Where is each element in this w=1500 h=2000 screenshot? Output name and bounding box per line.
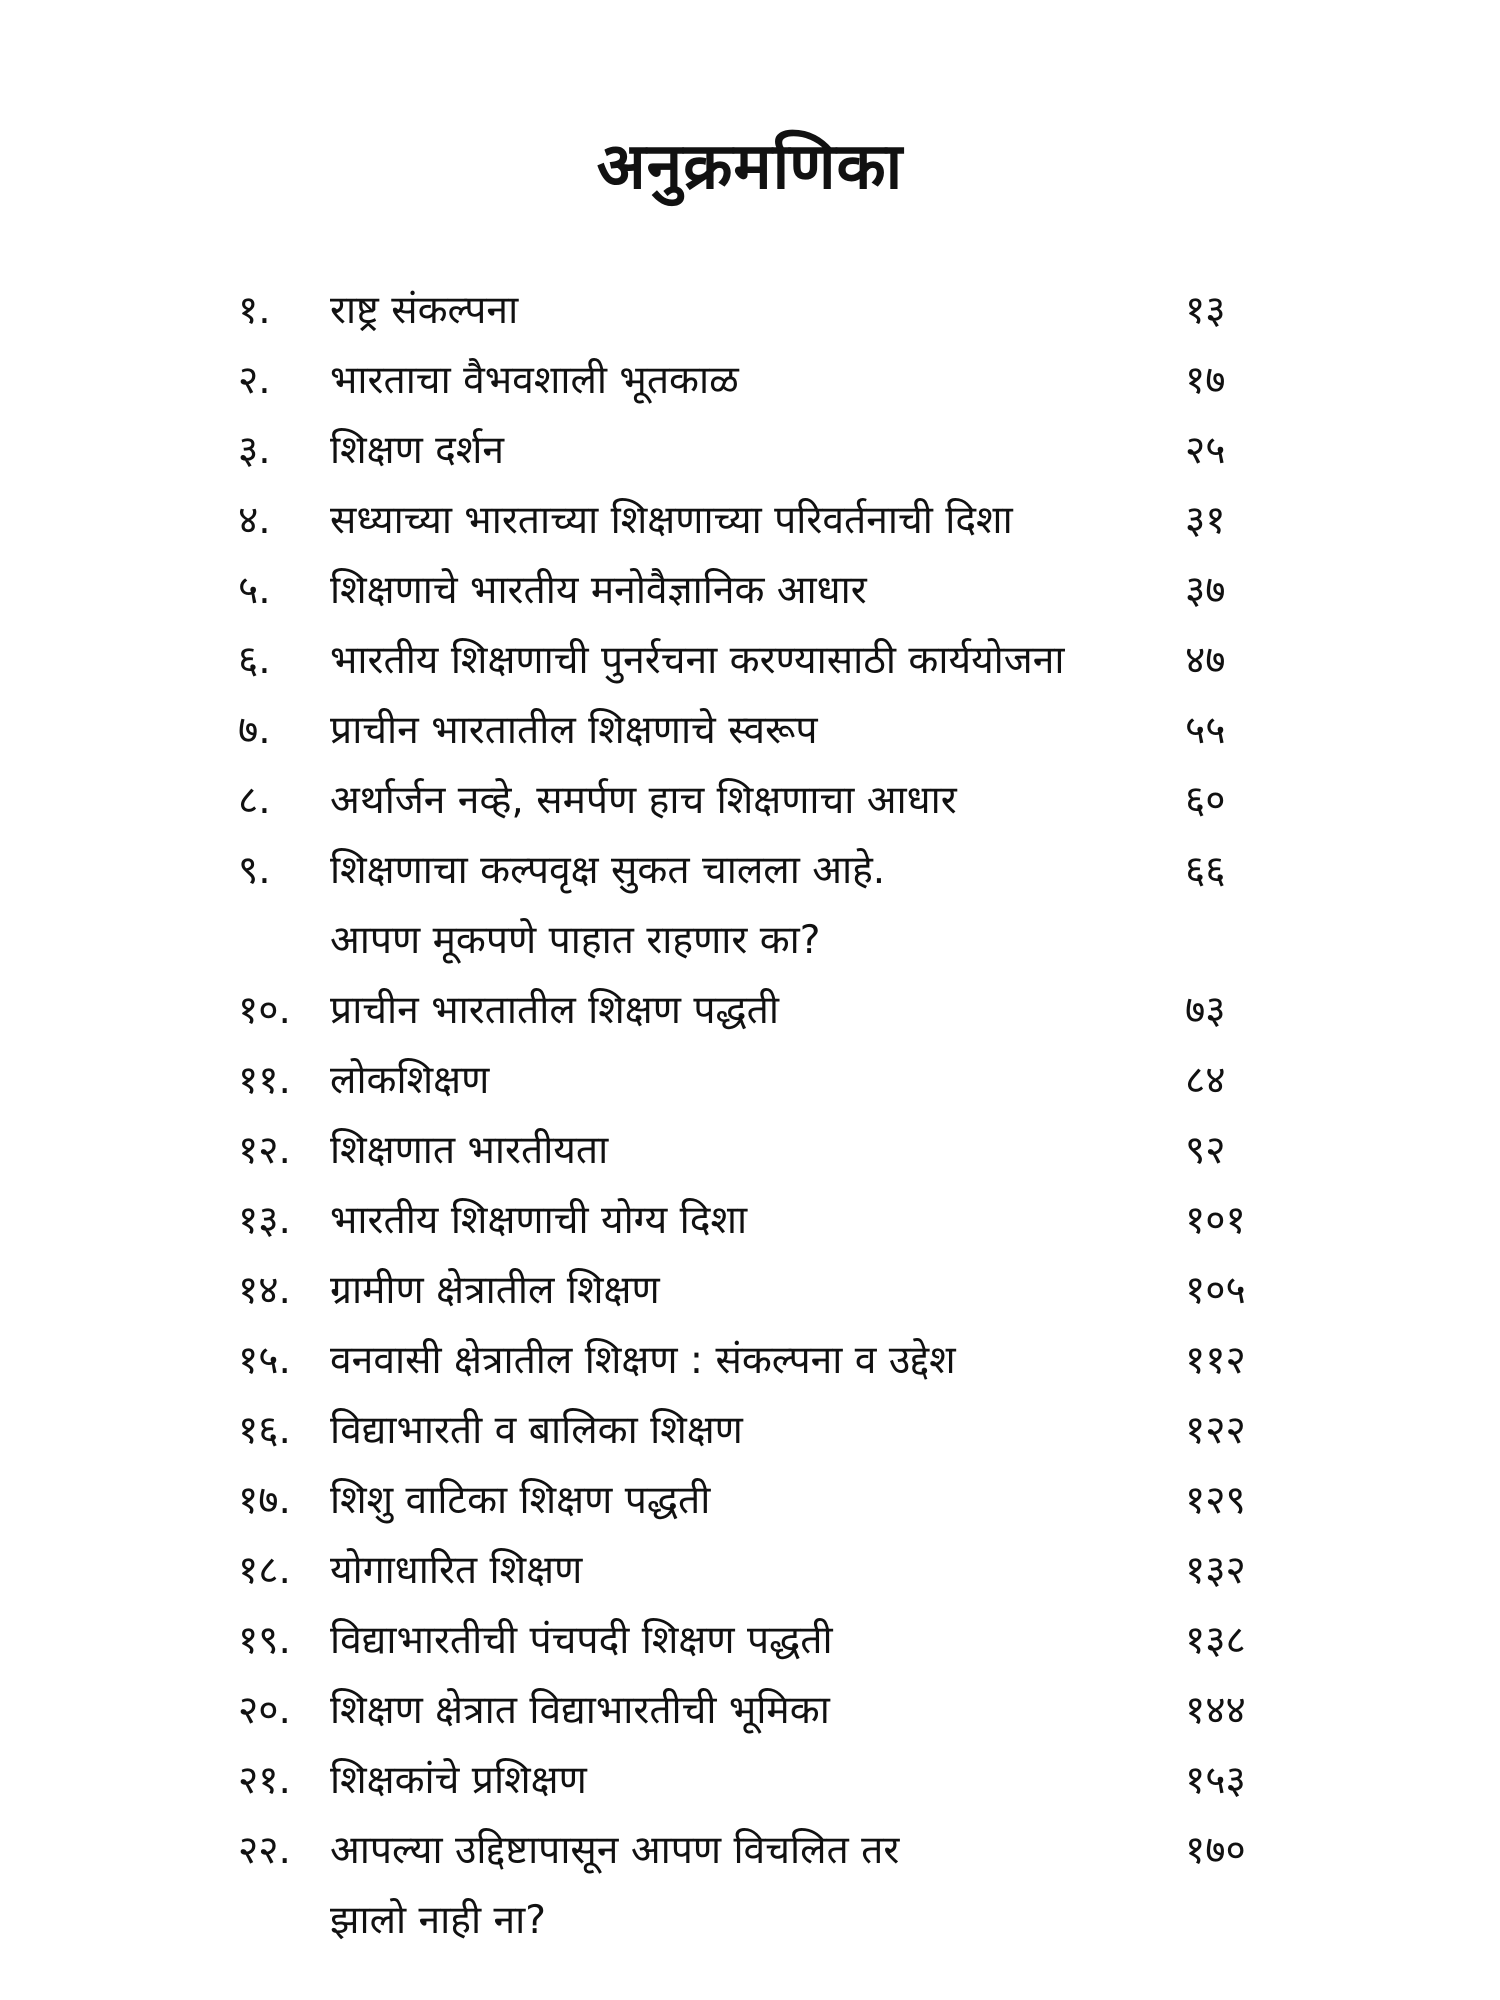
toc-entry-title: आपल्या उद्दिष्टापासून आपण विचलित तर — [330, 1828, 900, 1873]
toc-entry-number: १७. — [238, 1478, 291, 1523]
toc-entry — [0, 1536, 1500, 1606]
toc-entry-number: ७. — [238, 708, 271, 753]
toc-entry — [0, 1326, 1500, 1396]
toc-entry — [0, 346, 1500, 416]
toc-entry — [0, 766, 1500, 836]
toc-entry-number: ८. — [238, 778, 271, 823]
toc-entry-page: १२२ — [1185, 1408, 1246, 1453]
toc-entry-number: २. — [238, 358, 271, 403]
toc-entry-page: ४७ — [1185, 638, 1226, 683]
toc-entry-title: शिक्षण क्षेत्रात विद्याभारतीची भूमिका — [330, 1688, 830, 1733]
toc-entry-page: ६६ — [1185, 848, 1226, 893]
toc-entry-number: १८. — [238, 1548, 291, 1593]
toc-entry-title: भारतीय शिक्षणाची योग्य दिशा — [330, 1198, 748, 1243]
toc-entry-page: ३१ — [1185, 498, 1226, 543]
toc-entry — [0, 1396, 1500, 1466]
toc-entry-number: ४. — [238, 498, 271, 543]
toc-entry — [0, 976, 1500, 1046]
toc-entry-title: योगाधारित शिक्षण — [330, 1548, 583, 1593]
toc-entry — [0, 1466, 1500, 1536]
toc-entry-title: शिक्षणात भारतीयता — [330, 1128, 609, 1173]
toc-entry — [0, 1116, 1500, 1186]
toc-entry-page: २५ — [1185, 428, 1226, 473]
toc-entry — [0, 1256, 1500, 1326]
toc-entry-title-continuation: झालो नाही ना? — [330, 1898, 546, 1943]
toc-entry-number: १. — [238, 288, 271, 333]
toc-entry-title: शिक्षण दर्शन — [330, 428, 505, 473]
toc-entry — [0, 836, 1500, 906]
toc-entry — [0, 1676, 1500, 1746]
toc-entry — [0, 1816, 1500, 1886]
toc-entry-title: भारताचा वैभवशाली भूतकाळ — [330, 358, 739, 403]
toc-entry — [0, 276, 1500, 346]
toc-entry-page: १२९ — [1185, 1478, 1246, 1523]
toc-entry-page: ८४ — [1185, 1058, 1226, 1103]
toc-entry-title: राष्ट्र संकल्पना — [330, 288, 519, 333]
toc-entry-page: १४४ — [1185, 1688, 1246, 1733]
toc-entry-number: ९. — [238, 848, 271, 893]
toc-entry-title: ग्रामीण क्षेत्रातील शिक्षण — [330, 1268, 660, 1313]
toc-entry-page: ९२ — [1185, 1128, 1226, 1173]
toc-entry — [0, 556, 1500, 626]
toc-entry-title: सध्याच्या भारताच्या शिक्षणाच्या परिवर्तनाची दिशा — [330, 498, 1013, 543]
toc-entry-title: शिक्षकांचे प्रशिक्षण — [330, 1758, 587, 1803]
toc-entry-title: अर्थार्जन नव्हे, समर्पण हाच शिक्षणाचा आधार — [330, 778, 957, 823]
toc-entry-page: १५३ — [1185, 1758, 1246, 1803]
toc-entry-number: २२. — [238, 1828, 291, 1873]
toc-entry-page: १०१ — [1185, 1198, 1246, 1243]
toc-entry-title: विद्याभारतीची पंचपदी शिक्षण पद्धती — [330, 1618, 833, 1663]
toc-entry-title: प्राचीन भारतातील शिक्षण पद्धती — [330, 988, 779, 1033]
toc-entry-page: ५५ — [1185, 708, 1226, 753]
toc-entry — [0, 1746, 1500, 1816]
toc-entry-title: विद्याभारती व बालिका शिक्षण — [330, 1408, 743, 1453]
toc-entry-page: १३२ — [1185, 1548, 1246, 1593]
toc-entry-number: १६. — [238, 1408, 291, 1453]
toc-entry-number: १२. — [238, 1128, 291, 1173]
toc-entry-number: १५. — [238, 1338, 291, 1383]
toc-entry-number: ११. — [238, 1058, 291, 1103]
toc-entry — [0, 696, 1500, 766]
toc-entry-number: ५. — [238, 568, 271, 613]
toc-entry-page: १७० — [1185, 1828, 1246, 1873]
toc-entry-number: १९. — [238, 1618, 291, 1663]
toc-entry-number: १०. — [238, 988, 291, 1033]
toc-entry-title: भारतीय शिक्षणाची पुनर्रचना करण्यासाठी कार्ययोजना — [330, 638, 1065, 683]
toc-entry-page: १७ — [1185, 358, 1226, 403]
toc-entry-page: ६० — [1185, 778, 1226, 823]
toc-entry-number: २१. — [238, 1758, 291, 1803]
toc-entry-number: २०. — [238, 1688, 291, 1733]
toc-entry — [0, 1186, 1500, 1256]
toc-entry-title: लोकशिक्षण — [330, 1058, 490, 1103]
toc-entry-page: १३८ — [1185, 1618, 1246, 1663]
page-title: अनुक्रमणिका — [596, 130, 904, 204]
toc-entry-title: शिक्षणाचा कल्पवृक्ष सुकत चालला आहे. — [330, 848, 886, 893]
toc-entry-page: १३ — [1185, 288, 1226, 333]
toc-entry-page: ११२ — [1185, 1338, 1246, 1383]
toc-entry-title-continuation: आपण मूकपणे पाहात राहणार का? — [330, 918, 821, 963]
toc-entry — [0, 1046, 1500, 1116]
toc-entry — [0, 486, 1500, 556]
toc-entry-title: शिशु वाटिका शिक्षण पद्धती — [330, 1478, 711, 1523]
toc-entry — [0, 626, 1500, 696]
toc-entry-page: ३७ — [1185, 568, 1226, 613]
toc-entry-page: १०५ — [1185, 1268, 1246, 1313]
toc-entry-title: वनवासी क्षेत्रातील शिक्षण : संकल्पना व उद्देश — [330, 1338, 956, 1383]
toc-entry-number: १४. — [238, 1268, 291, 1313]
toc-entry-number: १३. — [238, 1198, 291, 1243]
toc-entry-number: ६. — [238, 638, 271, 683]
toc-entry-title: प्राचीन भारतातील शिक्षणाचे स्वरूप — [330, 708, 818, 753]
toc-entry — [0, 416, 1500, 486]
toc-entry-number: ३. — [238, 428, 271, 473]
toc-entry-page: ७३ — [1185, 988, 1226, 1033]
toc-entry-title: शिक्षणाचे भारतीय मनोवैज्ञानिक आधार — [330, 568, 867, 613]
toc-entry — [0, 1606, 1500, 1676]
